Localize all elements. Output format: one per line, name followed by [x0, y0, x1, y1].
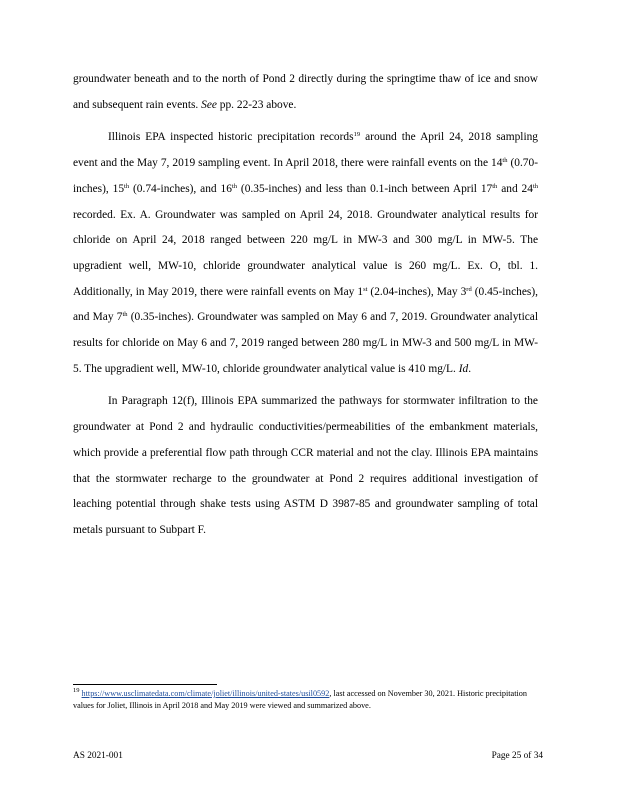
paragraph-continuation: groundwater beneath and to the north of Pond 2 directly during the springtime thaw of ice and snow and subsequent rain events. See pp. 22-23 above.	[73, 73, 538, 111]
footnote-19	[73, 688, 543, 711]
footnote-text: , last accessed on November 30, 2021. Historic precipitation values for Joliet, Illinois in April 2018 and May 2019 were viewed and summarized above.	[73, 689, 527, 710]
footnote-link[interactable]: https://www.usclimatedata.com/climate/joliet/illinois/united-states/usil0592	[81, 689, 330, 698]
paragraph-precipitation: Illinois EPA inspected historic precipitation records$^{19}$ around the April 24, 2018 sampling event and the May 7, 2019 sampling event. In April 2018, there were rainfall events on the 14th (0.70-inches), 15th (0.74-inches), and 16th (0.35-inches) and less than 0.1-inch between April 17th and 24th recorded. Ex. A. Groundwater was sampled on April 24, 2018. Groundwater analytical results for chloride on April 24, 2018 ranged between 220 mg/L in MW-3 and 300 mg/L in MW-5. The upgradient well, MW-10, chloride groundwater analytical value is 260 mg/L. Ex. O, tbl. 1. Additionally, in May 2019, there were rainfall events on May 1st (2.04-inches), May 3rd (0.45-inches), and May 7th (0.35-inches). Groundwater was sampled on May 6 and 7, 2019. Groundwater analytical results for chloride on May 6 and 7, 2019 ranged between 280 mg/L in MW-3 and 500 mg/L in MW-5. The upgradient well, MW-10, chloride groundwater analytical value is 410 mg/L. Id.	[73, 131, 539, 375]
page-number: Page 25 of 34	[491, 751, 543, 761]
footnote-ref-19[interactable]: 19	[353, 131, 361, 139]
see-signal: See	[201, 98, 217, 111]
id-citation: Id	[458, 362, 469, 375]
footnote-number: 19	[73, 687, 80, 694]
footnote-separator	[73, 684, 217, 685]
body-text	[73, 67, 538, 544]
case-number: AS 2021-001	[73, 751, 123, 761]
paragraph-stormwater: In Paragraph 12(f), Illinois EPA summarized the pathways for stormwater infiltration to the groundwater at Pond 2 and hydraulic conductivities/permeabilities of the embankment materials, which provide a preferential flow path through CCR material and not the clay. Illinois EPA maintains that the stormwater recharge to the groundwater at Pond 2 requires additional investigation of leaching potential through shake tests using ASTM D 3987-85 and groundwater sampling of total metals pursuant to Subpart F.	[73, 395, 538, 536]
